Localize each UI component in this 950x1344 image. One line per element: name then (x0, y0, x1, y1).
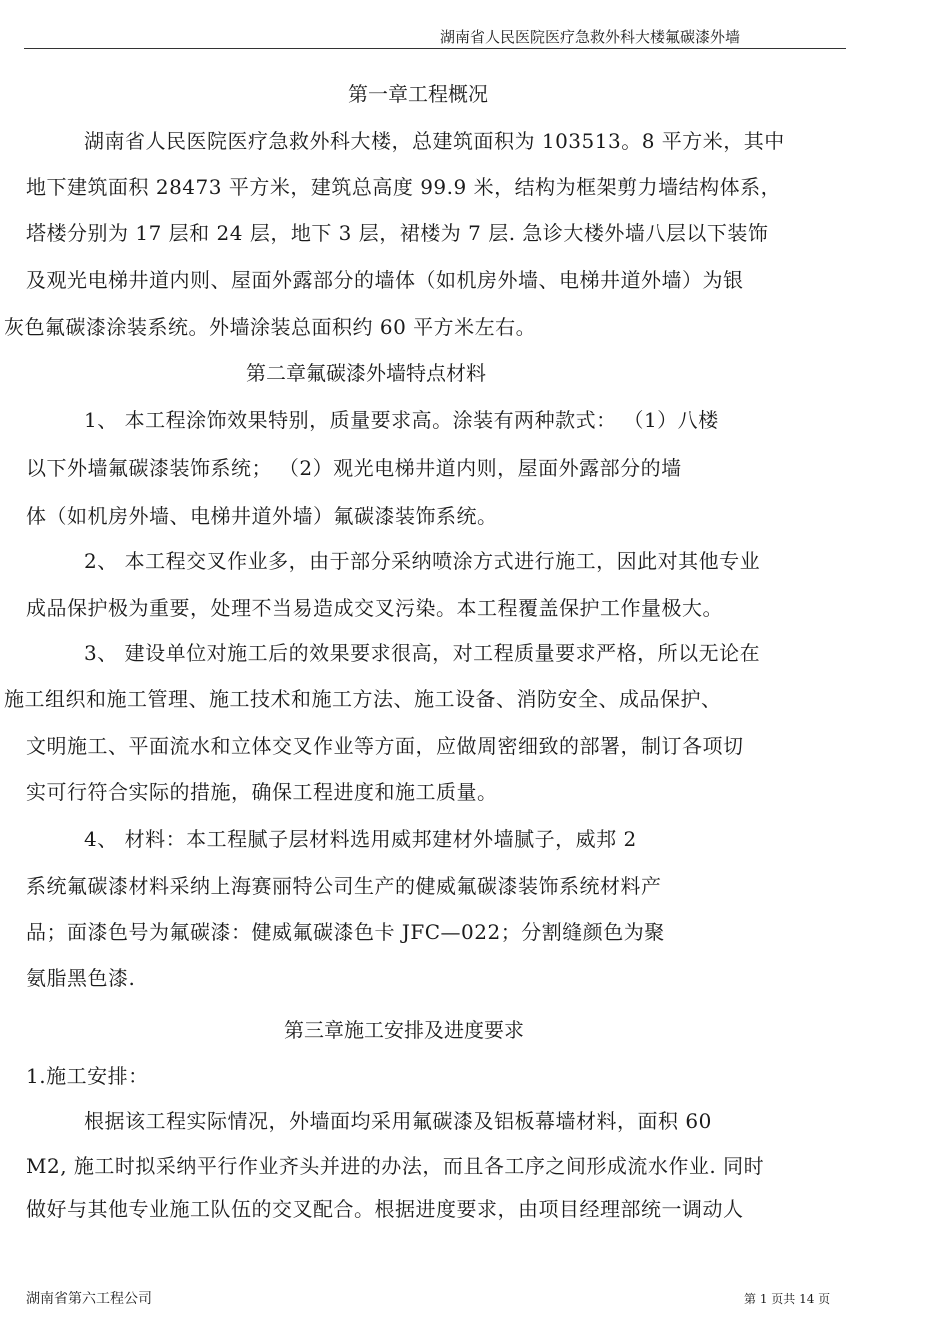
paragraph-line: 体（如机房外墙、电梯井道外墙）氟碳漆装饰系统。 (26, 504, 498, 528)
paragraph-line: 及观光电梯井道内则、屋面外露部分的墙体（如机房外墙、电梯井道外墙）为银 (26, 268, 744, 292)
header-rule (24, 48, 846, 49)
paragraph-line: 文明施工、平面流水和立体交叉作业等方面，应做周密细致的部署，制订各项切 (26, 734, 744, 758)
paragraph-line: 以下外墙氟碳漆装饰系统； （2）观光电梯井道内则，屋面外露部分的墙 (26, 456, 682, 480)
footer-company: 湖南省第六工程公司 (26, 1291, 152, 1307)
paragraph-line: M2, 施工时拟采纳平行作业齐头并进的办法，而且各工序之间形成流水作业. 同时 (26, 1154, 765, 1178)
paragraph-line: 2、 本工程交叉作业多，由于部分采纳喷涂方式进行施工，因此对其他专业 (84, 549, 761, 573)
paragraph-line: 塔楼分别为 17 层和 24 层，地下 3 层，裙楼为 7 层. 急诊大楼外墙八层以下装饰 (26, 221, 769, 245)
paragraph-line: 施工组织和施工管理、施工技术和施工方法、施工设备、消防安全、成品保护、 (4, 687, 722, 711)
paragraph-line: 3、 建设单位对施工后的效果要求很高，对工程质量要求严格，所以无论在 (84, 641, 761, 665)
chapter1-title: 第一章工程概况 (348, 82, 488, 106)
paragraph-line: 地下建筑面积 28473 平方米，建筑总高度 99.9 米，结构为框架剪力墙结构体系， (26, 175, 782, 199)
paragraph-line: 湖南省人民医院医疗急救外科大楼，总建筑面积为 103513。8 平方米，其中 (84, 129, 785, 153)
paragraph-line: 根据该工程实际情况，外墙面均采用氟碳漆及铝板幕墙材料，面积 60 (84, 1109, 712, 1133)
paragraph-line: 实可行符合实际的措施，确保工程进度和施工质量。 (26, 780, 498, 804)
paragraph-line: 灰色氟碳漆涂装系统。外墙涂装总面积约 60 平方米左右。 (4, 315, 537, 339)
running-header: 湖南省人民医院医疗急救外科大楼氟碳漆外墙 (440, 28, 741, 46)
footer-page-number: 第 1 页共 14 页 (744, 1292, 831, 1306)
paragraph-line: 4、 材料：本工程腻子层材料选用威邦建材外墙腻子，威邦 2 (84, 827, 637, 851)
paragraph-line: 做好与其他专业施工队伍的交叉配合。根据进度要求，由项目经理部统一调动人 (26, 1197, 744, 1221)
paragraph-line: 1、 本工程涂饰效果特别，质量要求高。涂装有两种款式： （1）八楼 (84, 408, 719, 432)
chapter3-title: 第三章施工安排及进度要求 (284, 1018, 524, 1042)
paragraph-line: 系统氟碳漆材料采纳上海赛丽特公司生产的健威氟碳漆装饰系统材料产 (26, 874, 662, 898)
section-subtitle: 1.施工安排： (26, 1064, 149, 1088)
paragraph-line: 氨脂黑色漆. (26, 966, 136, 990)
chapter2-title: 第二章氟碳漆外墙特点材料 (246, 361, 486, 385)
paragraph-line: 成品保护极为重要，处理不当易造成交叉污染。本工程覆盖保护工作量极大。 (26, 596, 723, 620)
paragraph-line: 品；面漆色号为氟碳漆：健威氟碳漆色卡 JFC—022；分割缝颜色为聚 (26, 920, 665, 944)
